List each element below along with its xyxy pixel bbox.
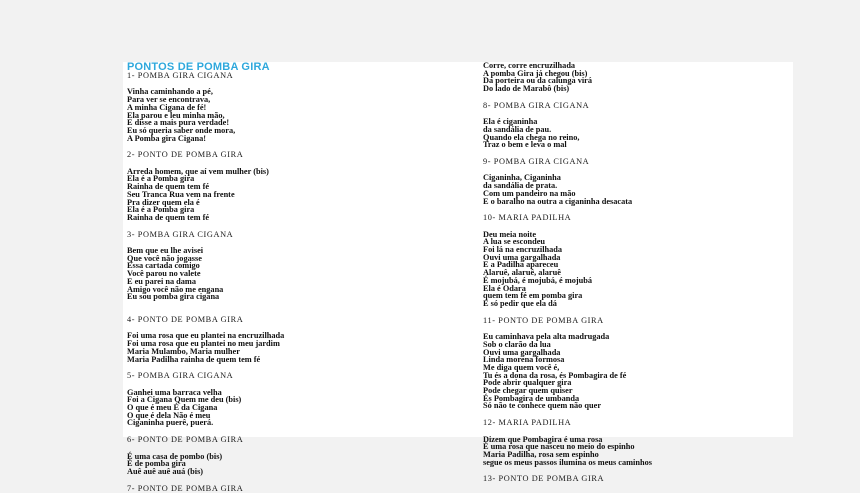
verse-line: Pode abrir qualquer gira [483,378,572,388]
song-section [483,214,789,307]
verse-line: A lua se escondeu [483,237,546,247]
verse-line: Ciganinha, Ciganinha [483,173,561,183]
section-heading: 1- POMBA GIRA CIGANA [127,71,234,80]
verse-line: Foi uma rosa que eu plantei no meu jardim [127,339,280,349]
verse-line: Ela é a Pomba gira [127,174,195,184]
verse-line: Ouvi uma gargalhada [483,347,561,357]
verse-line: E a Padilha apareceu [483,260,559,270]
verse-line: Linda morena formosa [483,355,565,365]
verse-line: Ciganinha puerê, puerá. [127,418,214,428]
section-heading: 6- PONTO DE POMBA GIRA [127,435,244,445]
section-heading: 9- POMBA GIRA CIGANA [483,157,590,167]
verse-line: Rainha de quem tem fé [127,182,210,192]
section-heading: 8- POMBA GIRA CIGANA [483,100,590,110]
song-section [127,316,473,363]
verse-line: Para ver se encontrava, [127,95,211,105]
song-section [127,436,473,476]
section-heading: 12- MARIA PADILHA [483,418,572,428]
verse-line: És Pombagira de umbanda [483,393,580,403]
right-column [483,62,789,484]
verse-line: Ouvi uma gargalhada [483,252,561,262]
verse-line: A pomba Gira já chegou (bis) [483,68,588,78]
section-heading: 5- POMBA GIRA CIGANA [127,371,234,381]
verse-line: Seu Tranca Rua vem na frente [127,189,235,199]
verse-line: Sob o clarão da lua [483,339,551,349]
verse-line: Essa cartada comigo [127,261,200,271]
verse-line: Só não te conhece quem não quer [483,401,601,411]
document-page [123,61,793,493]
verse-line: O que é dela Não é meu [127,410,211,420]
verse-line: Deu meia noite [483,229,536,239]
verse-line: Maria Mulambo, Maria mulher [127,346,240,356]
verse-line: quem tem fé em pomba gira [483,291,583,301]
verse-line: Tu és a dona da rosa, és Pombagira de fé [483,370,627,380]
verse-line: Eu caminhava pela alta madrugada [483,332,610,342]
song-section [483,419,789,466]
verse-line: A minha Cigana de fé! [127,102,207,112]
section-heading: 7- PONTO DE POMBA GIRA [127,483,244,493]
verse-line: Arreda homem, que aí vem mulher (bis) [127,166,269,176]
verse-line: É de pomba gira [127,459,186,469]
verse-line: Com um pandeiro na mão [483,188,576,198]
verse-line: E o baralho na outra a ciganinha desacata [483,196,633,206]
verse-line: Você parou no valete [127,269,201,279]
song-section [127,72,473,142]
song-section [127,151,473,221]
verse-line: Corre, corre encruzilhada [483,61,576,70]
song-section [483,158,789,205]
verse-line: Do lado de Marabô (bis) [483,84,570,94]
document-title: PONTOS DE POMBA GIRA [127,61,270,73]
verse-line: Traz o bem e leva o mal [483,140,567,150]
verse-line: Foi lá na encruzilhada [483,245,563,255]
verse-line: Ela parou e leu minha mão, [127,110,225,120]
verse-line: Eu só queria saber onde mora, [127,125,236,135]
verse-line: Maria Padilha rainha de quem tem fé [127,354,261,364]
verse-line: Que você não jogasse [127,253,202,263]
song-section [127,231,473,301]
section-heading: 13- PONTO DE POMBA GIRA [483,474,605,484]
verse-line: Ela é a Pomba gira [127,205,195,215]
verse-line: Bem que eu lhe avisei [127,246,204,256]
verse-line: O que é meu É da Cigana [127,403,218,413]
verse-line: Ela é Odara [483,283,526,293]
verse-line: Vinha caminhando a pé, [127,87,213,97]
song-section [127,485,473,493]
verse-line: A Pomba gira Cigana! [127,133,207,143]
verse-line: Auê auê auê auá (bis) [127,466,204,476]
verse-line: da sandália de pau. [483,124,552,134]
verse-line: Pra dizer quem ela é [127,197,200,207]
verse-line: segue os meus passos ilumina os meus caminhos [483,457,652,467]
verse-line: É uma casa de pombo (bis) [127,451,223,461]
section-heading: 10- MARIA PADILHA [483,213,572,223]
verse-line: Da porteira ou da calunga virá [483,76,593,86]
verse-line: Pode chegar quem quiser [483,386,573,396]
verse-line: É mojubá, é mojubá, é mojubá [483,275,593,285]
verse-line: E disse a mais pura verdade! [127,118,230,128]
verse-line: Eu sou pomba gira cigana [127,292,220,302]
verse-line: Maria Padilha, rosa sem espinho [483,449,599,459]
left-column [127,62,473,493]
verse-line: Dizem que Pombagira é uma rosa [483,434,603,444]
verse-line: Quando ela chega no reino, [483,132,580,142]
section-heading: 11- PONTO DE POMBA GIRA [483,315,604,325]
verse-line: Foi uma rosa que eu plantei na encruzilhada [127,331,285,341]
song-section [483,102,789,149]
verse-line: Foi a Cigana Quem me deu (bis) [127,395,242,405]
section-heading: 4- PONTO DE POMBA GIRA [127,314,244,324]
verse-line: Amigo você não me engana [127,284,224,294]
verse-line: É uma rosa que nasceu no meio do espinho [483,442,635,452]
song-section [483,62,789,93]
song-section [483,475,789,483]
verse-line: E eu parei na dama [127,276,196,286]
verse-line: Ganhei uma barraca velha [127,387,222,397]
song-section [127,372,473,427]
verse-line: E só pedir que ela dá [483,298,557,308]
verse-line: da sandália de prata. [483,181,558,191]
verse-line: Me diga quem você é, [483,362,560,372]
verse-line: Rainha de quem tem fé [127,212,210,222]
verse-line: Alaruê, alaruê, alaruê [483,268,561,278]
section-heading: 2- PONTO DE POMBA GIRA [127,150,244,160]
verse-line: Ela é ciganinha [483,117,538,127]
song-section [483,317,789,410]
section-heading: 3- POMBA GIRA CIGANA [127,229,234,239]
